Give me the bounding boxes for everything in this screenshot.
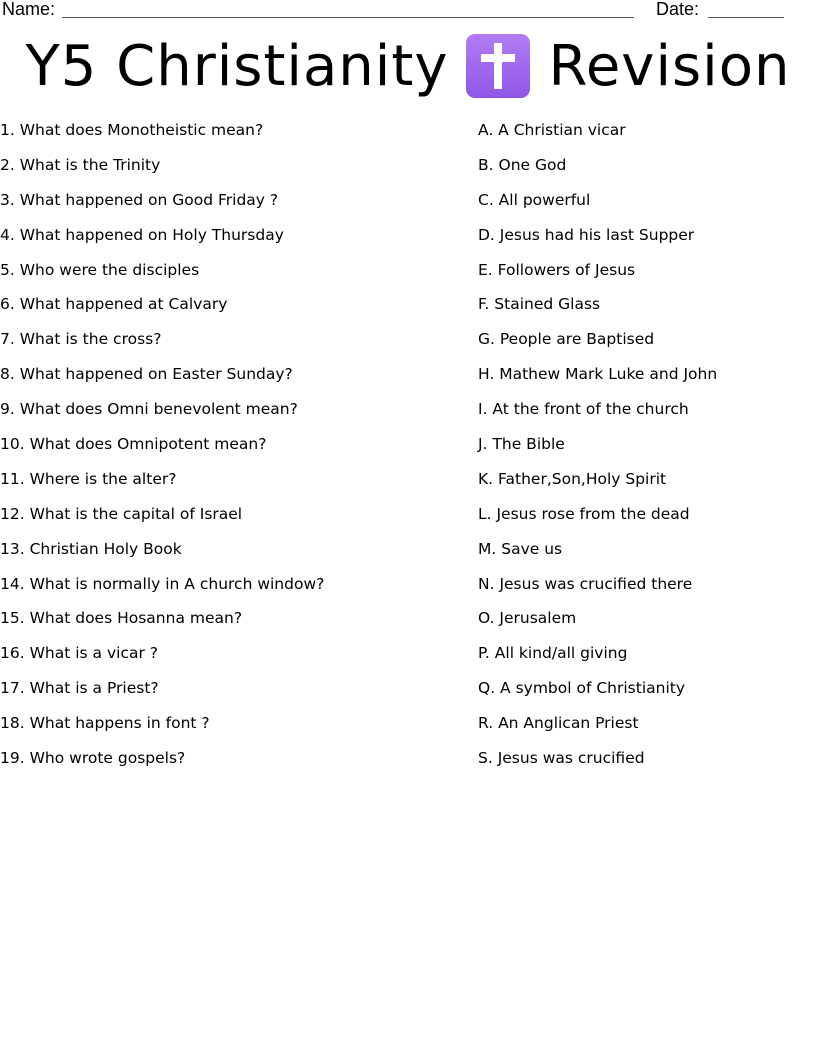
question-item: 6. What happened at Calvary: [0, 295, 228, 314]
question-item: 16. What is a vicar ?: [0, 644, 158, 663]
question-item: 3. What happened on Good Friday ?: [0, 190, 279, 209]
answer-item: S. Jesus was crucified: [478, 749, 645, 768]
question-item: 18. What happens in font ?: [0, 714, 210, 733]
question-item: 4. What happened on Holy Thursday: [0, 225, 284, 244]
answer-item: E. Followers of Jesus: [478, 260, 636, 279]
answers-column: [478, 113, 808, 776]
answer-item: H. Mathew Mark Luke and John: [478, 365, 718, 384]
worksheet-title: [0, 28, 816, 104]
answer-item: K. Father,Son,Holy Spirit: [478, 469, 667, 488]
question-item: 2. What is the Trinity: [0, 155, 161, 174]
name-label: Name:: [2, 0, 56, 19]
question-item: 14. What is normally in A church window?: [0, 574, 325, 593]
date-blank-line: [708, 17, 784, 18]
date-label: Date:: [656, 0, 700, 19]
answer-item: R. An Anglican Priest: [478, 714, 639, 733]
worksheet-header: [0, 0, 816, 24]
title-text-start: Y5 Christianity: [25, 33, 449, 99]
name-blank-line: [62, 17, 634, 18]
answer-item: M. Save us: [478, 539, 563, 558]
question-item: 1. What does Monotheistic mean?: [0, 121, 264, 139]
question-item: 11. Where is the alter?: [0, 469, 177, 488]
question-item: 10. What does Omnipotent mean?: [0, 435, 267, 454]
answer-item: N. Jesus was crucified there: [478, 574, 693, 593]
answer-item: F. Stained Glass: [478, 295, 601, 314]
latin-cross-icon: [466, 34, 530, 98]
questions-column: [0, 113, 460, 776]
answer-item: D. Jesus had his last Supper: [478, 225, 695, 244]
answer-item: C. All powerful: [478, 190, 591, 209]
answer-item: G. People are Baptised: [478, 330, 655, 349]
question-item: 8. What happened on Easter Sunday?: [0, 365, 293, 384]
question-item: 13. Christian Holy Book: [0, 539, 182, 558]
question-item: 7. What is the cross?: [0, 330, 162, 349]
answer-item: O. Jerusalem: [478, 609, 577, 628]
title-text-end: Revision: [548, 33, 791, 99]
question-item: 17. What is a Priest?: [0, 679, 159, 698]
question-item: 5. Who were the disciples: [0, 260, 200, 279]
answer-item: I. At the front of the church: [478, 400, 689, 419]
answer-item: P. All kind/all giving: [478, 644, 628, 663]
answer-item: L. Jesus rose from the dead: [478, 504, 690, 523]
answer-item: Q. A symbol of Christianity: [478, 679, 686, 698]
question-item: 15. What does Hosanna mean?: [0, 609, 243, 628]
question-item: 9. What does Omni benevolent mean?: [0, 400, 298, 419]
question-item: 19. Who wrote gospels?: [0, 749, 186, 768]
answer-item: B. One God: [478, 155, 567, 174]
answer-item: J. The Bible: [478, 435, 565, 454]
question-item: 12. What is the capital of Israel: [0, 504, 243, 523]
answer-item: A. A Christian vicar: [478, 121, 626, 139]
